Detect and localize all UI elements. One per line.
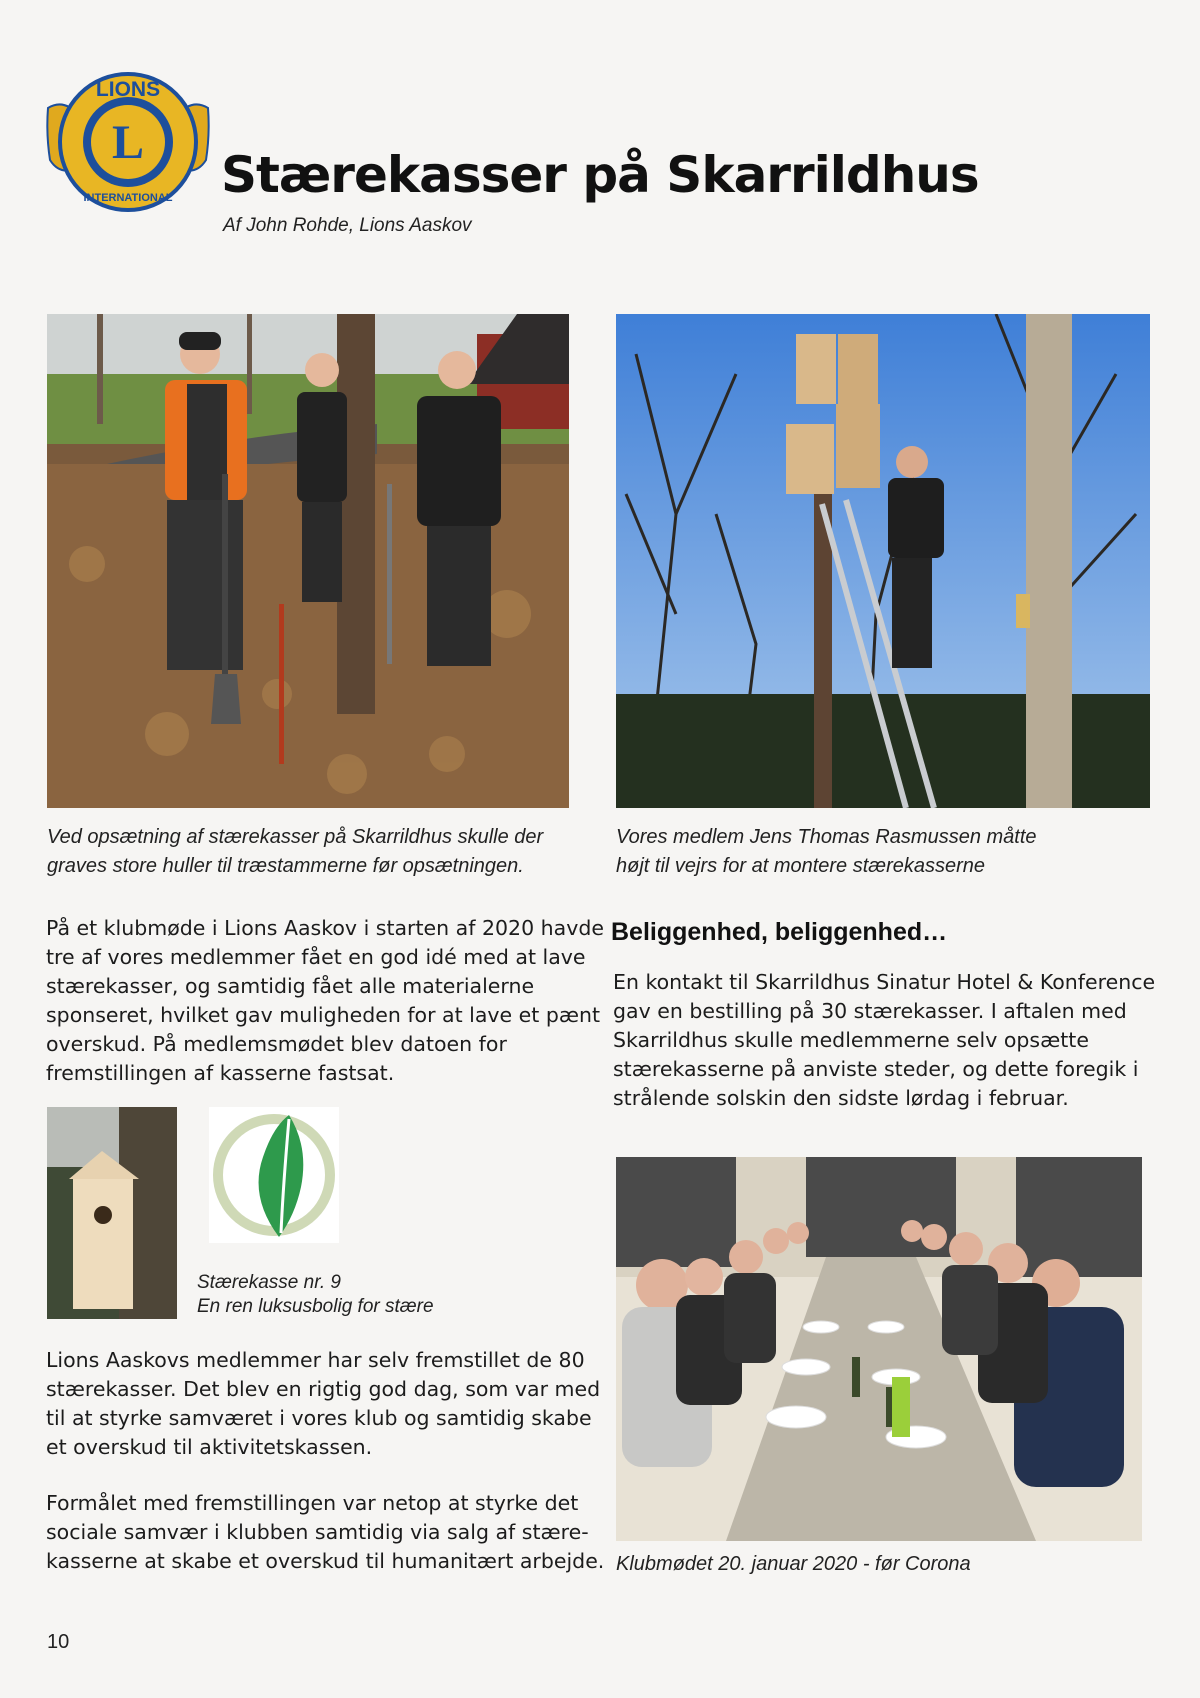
photo1-caption-line: Ved opsætning af stærekasser på Skarrildhus skulle der bbox=[47, 826, 544, 848]
leaf-logo-icon bbox=[209, 1107, 339, 1243]
photo1-caption-line: graves store huller til træstammerne før opsætningen. bbox=[47, 855, 524, 877]
text-line: kasserne at skabe et overskud til humanitært arbejde. bbox=[46, 1549, 605, 1573]
right-paragraph bbox=[613, 968, 1173, 1113]
text-line: fremstillingen af kasserne fastsat. bbox=[46, 1061, 395, 1085]
text-line: stærekasserne på anviste steder, og dette foregik i bbox=[613, 1057, 1139, 1081]
text-line: tre af vores medlemmer fået en god idé med at lave bbox=[46, 945, 586, 969]
text-line: stærekasser, og samtidig fået alle materialerne bbox=[46, 974, 535, 998]
text-line: En kontakt til Skarrildhus Sinatur Hotel & Konference bbox=[613, 970, 1156, 994]
photo1-caption bbox=[47, 823, 587, 881]
text-line: til at styrke samværet i vores klub og samtidig skabe bbox=[46, 1406, 592, 1430]
lions-logo bbox=[46, 68, 210, 220]
birdhouse-caption-line: En ren luksusbolig for stære bbox=[197, 1296, 434, 1317]
left-paragraph-3 bbox=[46, 1489, 616, 1576]
birdhouse-caption bbox=[197, 1271, 434, 1319]
byline: Af John Rohde, Lions Aaskov bbox=[223, 215, 472, 236]
photo3-caption: Klubmødet 20. januar 2020 - før Corona bbox=[616, 1553, 971, 1575]
text-line: stærekasser. Det blev en rigtig god dag, som var med bbox=[46, 1377, 601, 1401]
photo-ladder-birdboxes bbox=[616, 314, 1150, 808]
photo2-caption-line: Vores medlem Jens Thomas Rasmussen måtte bbox=[616, 826, 1037, 848]
photo2-caption-line: højt til vejrs for at montere stærekasserne bbox=[616, 855, 986, 877]
logo-text-top: LIONS bbox=[95, 78, 161, 101]
birdhouse-caption-line: Stærekasse nr. 9 bbox=[197, 1272, 341, 1293]
photo-volunteers-digging bbox=[47, 314, 569, 808]
text-line: overskud. På medlemsmødet blev datoen for bbox=[46, 1032, 507, 1056]
page-number: 10 bbox=[47, 1631, 70, 1653]
left-paragraph-2 bbox=[46, 1346, 606, 1462]
text-line: Formålet med fremstillingen var netop at styrke det bbox=[46, 1491, 579, 1515]
text-line: et overskud til aktivitetskassen. bbox=[46, 1435, 373, 1459]
text-line: gav en bestilling på 30 stærekasser. I aftalen med bbox=[613, 999, 1127, 1023]
photo-club-dinner bbox=[616, 1157, 1142, 1541]
logo-text-bottom: INTERNATIONAL bbox=[83, 192, 173, 204]
section-heading: Beliggenhed, beliggenhed… bbox=[611, 918, 948, 946]
text-line: Lions Aaskovs medlemmer har selv fremstillet de 80 bbox=[46, 1348, 585, 1372]
text-line: Skarrildhus skulle medlemmerne selv opsætte bbox=[613, 1028, 1089, 1052]
page-title: Stærekasser på Skarrildhus bbox=[221, 146, 979, 204]
logo-letter: L bbox=[111, 116, 145, 169]
text-line: strålende solskin den sidste lørdag i februar. bbox=[613, 1086, 1069, 1110]
text-line: sponseret, hvilket gav muligheden for at lave et pænt bbox=[46, 1003, 601, 1027]
photo2-caption bbox=[616, 823, 1156, 881]
photo-birdhouse bbox=[47, 1107, 177, 1319]
left-paragraph-1 bbox=[46, 914, 606, 1088]
text-line: På et klubmøde i Lions Aaskov i starten af 2020 havde bbox=[46, 916, 604, 940]
text-line: sociale samvær i klubben samtidig via salg af stære- bbox=[46, 1520, 589, 1544]
